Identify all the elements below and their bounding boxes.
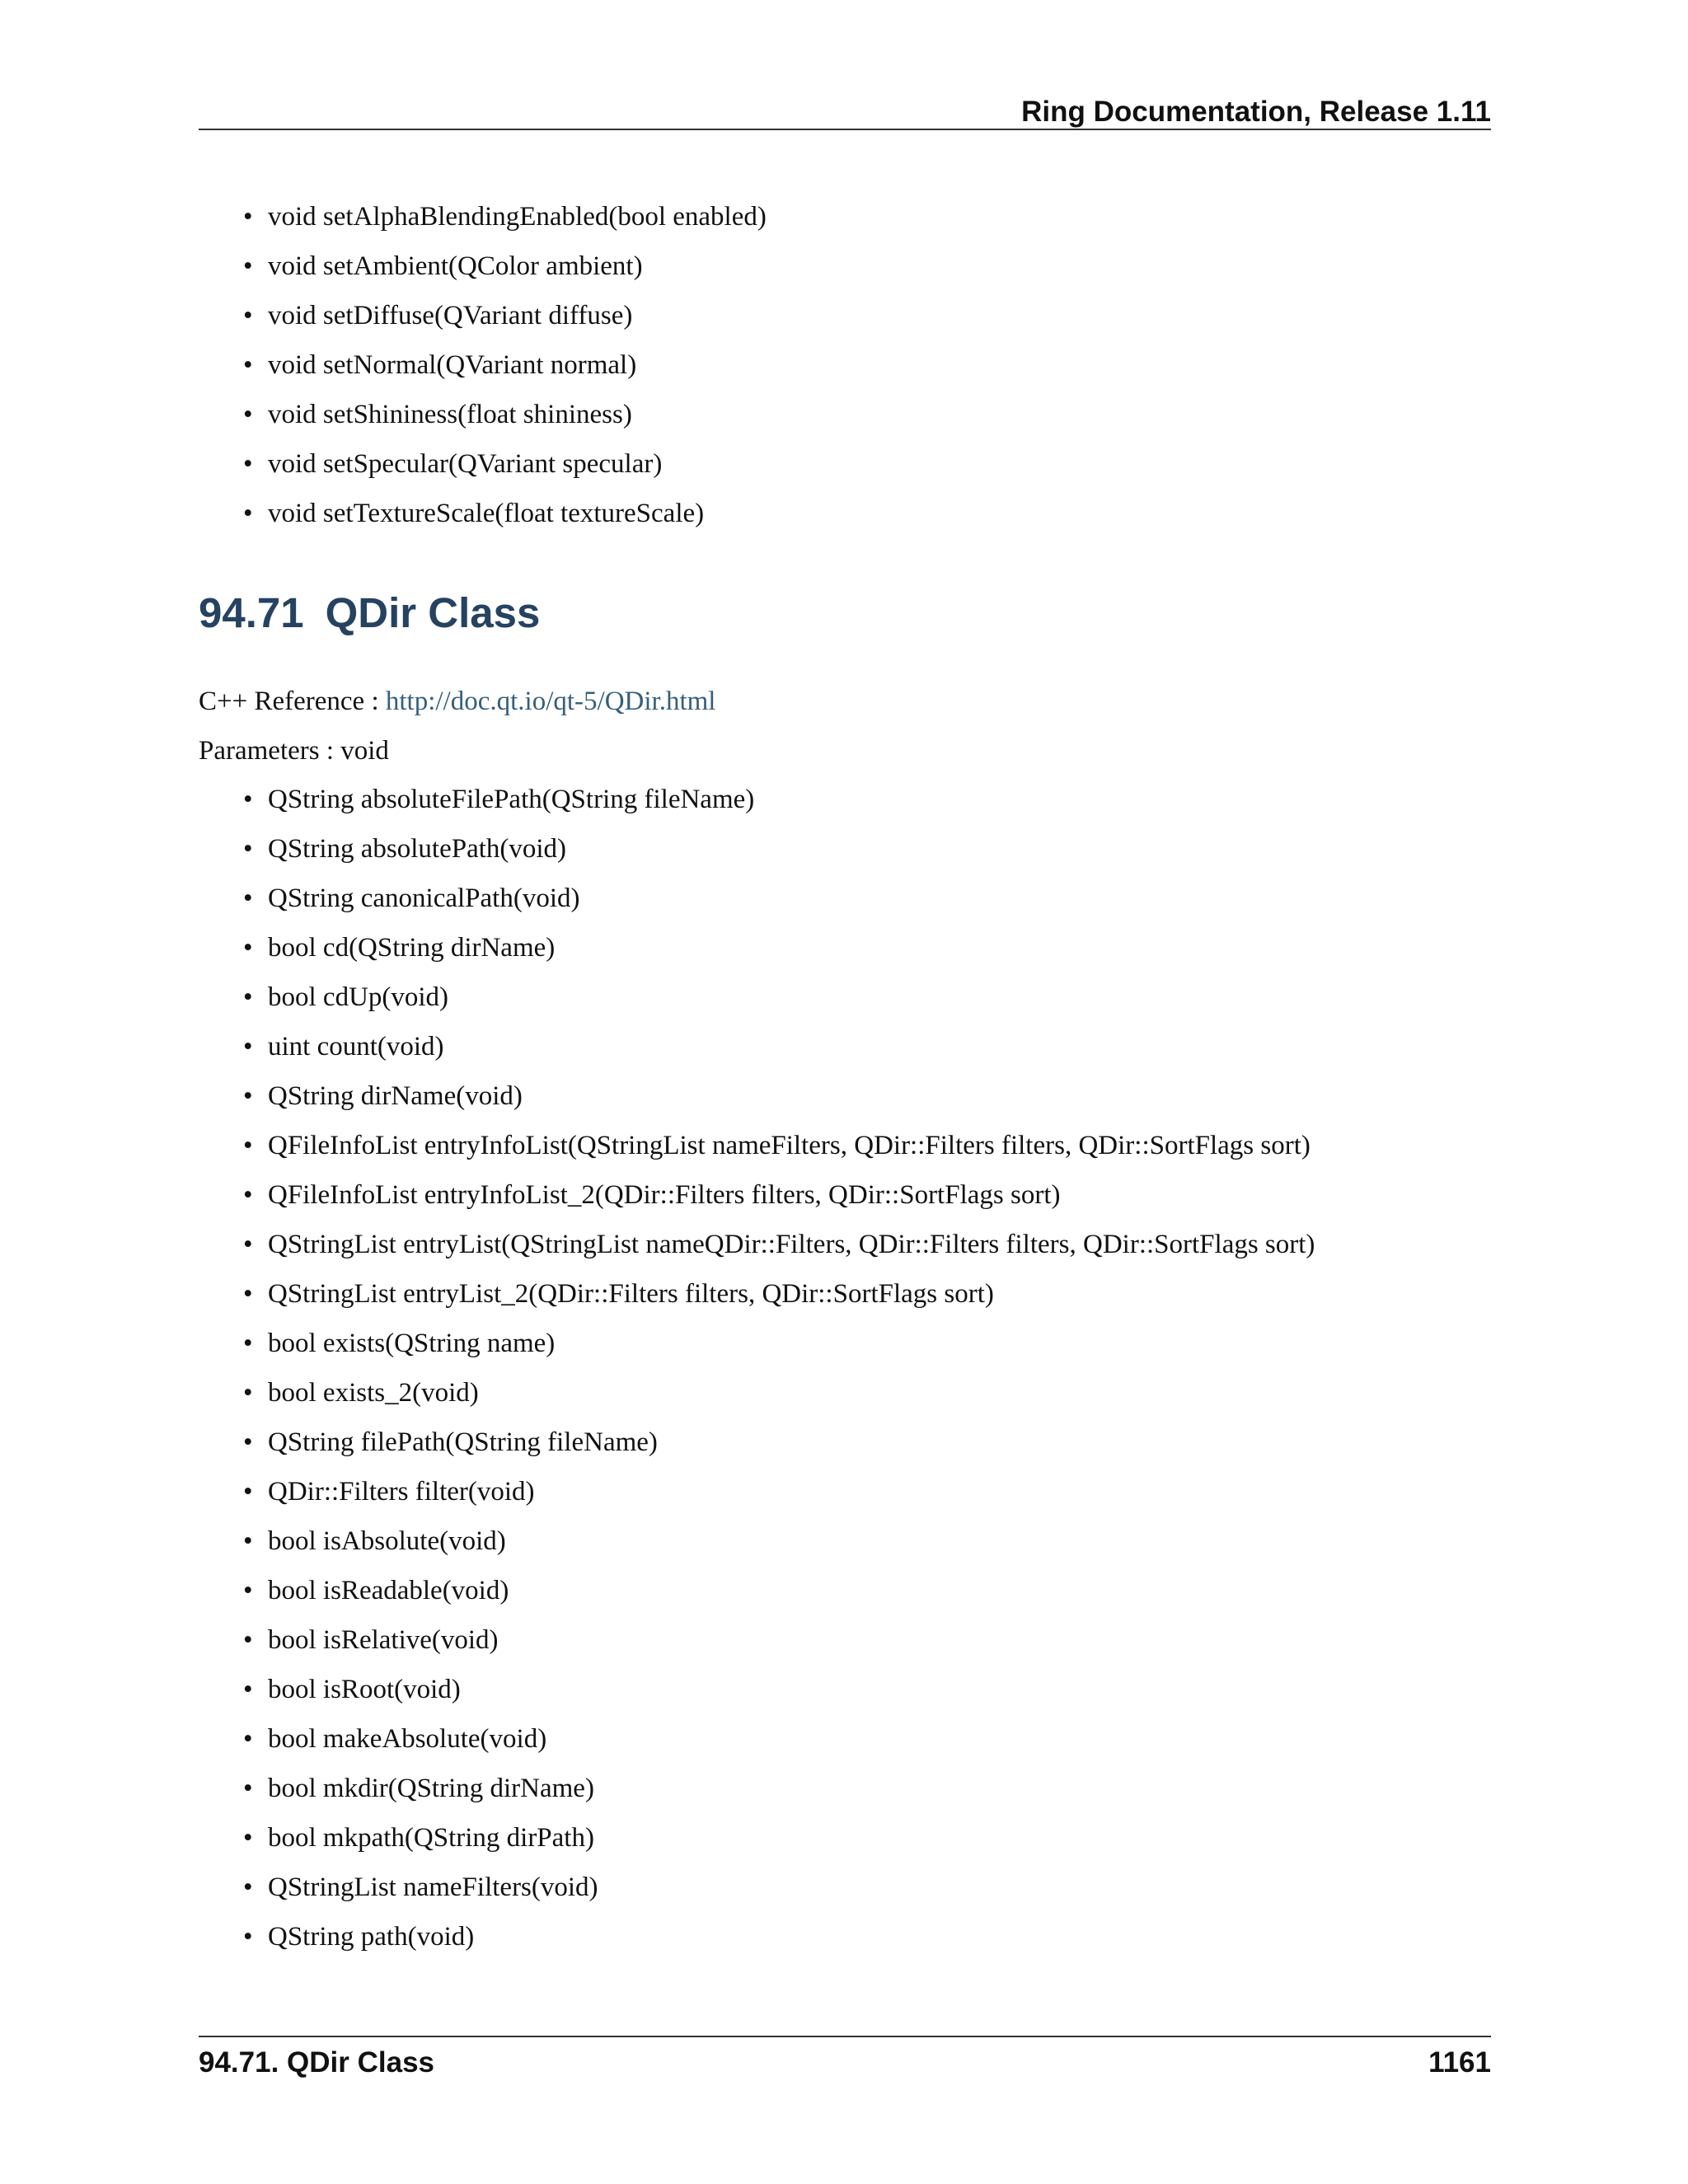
section-title: QDir Class xyxy=(325,589,541,636)
method-item: • QString dirName(void) xyxy=(243,1071,1315,1121)
method-item: • void setShininess(float shininess) xyxy=(243,390,767,439)
method-item: • QStringList entryList_2(QDir::Filters filters, QDir::SortFlags sort) xyxy=(243,1269,1315,1319)
cpp-reference xyxy=(199,683,715,719)
method-item: • QDir::Filters filter(void) xyxy=(243,1467,1315,1516)
method-item: • bool makeAbsolute(void) xyxy=(243,1714,1315,1764)
previous-methods-list xyxy=(243,192,767,538)
method-item: • void setDiffuse(QVariant diffuse) xyxy=(243,291,767,340)
method-item: • uint count(void) xyxy=(243,1022,1315,1071)
parameters-line: Parameters : void xyxy=(199,736,389,766)
method-item: • QFileInfoList entryInfoList_2(QDir::Filters filters, QDir::SortFlags sort) xyxy=(243,1170,1315,1220)
reference-link[interactable]: http://doc.qt.io/qt-5/QDir.html xyxy=(385,687,716,716)
method-item: • QFileInfoList entryInfoList(QStringList nameFilters, QDir::Filters filters, QDir::SortFlags sort) xyxy=(243,1121,1315,1170)
method-item: • bool isRoot(void) xyxy=(243,1665,1315,1714)
method-item: • bool isAbsolute(void) xyxy=(243,1516,1315,1566)
method-item: • QString filePath(QString fileName) xyxy=(243,1418,1315,1467)
method-item: • QString path(void) xyxy=(243,1912,1315,1961)
document-title: Ring Documentation, Release 1.11 xyxy=(1021,96,1491,128)
method-item: • QStringList entryList(QStringList nameQDir::Filters, QDir::Filters filters, QDir::SortFlags sort) xyxy=(243,1220,1315,1269)
method-item: • void setSpecular(QVariant specular) xyxy=(243,439,767,489)
reference-label: C++ Reference : xyxy=(199,687,386,716)
method-item: • QString canonicalPath(void) xyxy=(243,874,1315,923)
method-item: • QStringList nameFilters(void) xyxy=(243,1863,1315,1912)
page-footer xyxy=(199,2036,1491,2087)
qdir-methods-list xyxy=(243,775,1315,1961)
method-item: • void setAlphaBlendingEnabled(bool enabled) xyxy=(243,192,767,241)
method-item: • QString absolutePath(void) xyxy=(243,824,1315,874)
method-item: • bool isReadable(void) xyxy=(243,1566,1315,1615)
method-item: • QString absoluteFilePath(QString fileName) xyxy=(243,775,1315,824)
method-item: • void setNormal(QVariant normal) xyxy=(243,340,767,390)
method-item: • void setAmbient(QColor ambient) xyxy=(243,241,767,291)
section-heading xyxy=(199,587,540,640)
footer-section-title: 94.71. QDir Class xyxy=(199,2046,434,2079)
method-item: • bool mkdir(QString dirName) xyxy=(243,1764,1315,1813)
method-item: • bool cdUp(void) xyxy=(243,972,1315,1022)
method-item: • void setTextureScale(float textureScale) xyxy=(243,489,767,538)
method-item: • bool mkpath(QString dirPath) xyxy=(243,1813,1315,1863)
method-item: • bool exists(QString name) xyxy=(243,1319,1315,1368)
page-number: 1161 xyxy=(1428,2046,1491,2079)
page-header xyxy=(199,87,1491,130)
section-number: 94.71 xyxy=(199,589,304,636)
method-item: • bool isRelative(void) xyxy=(243,1615,1315,1665)
method-item: • bool cd(QString dirName) xyxy=(243,923,1315,972)
method-item: • bool exists_2(void) xyxy=(243,1368,1315,1418)
